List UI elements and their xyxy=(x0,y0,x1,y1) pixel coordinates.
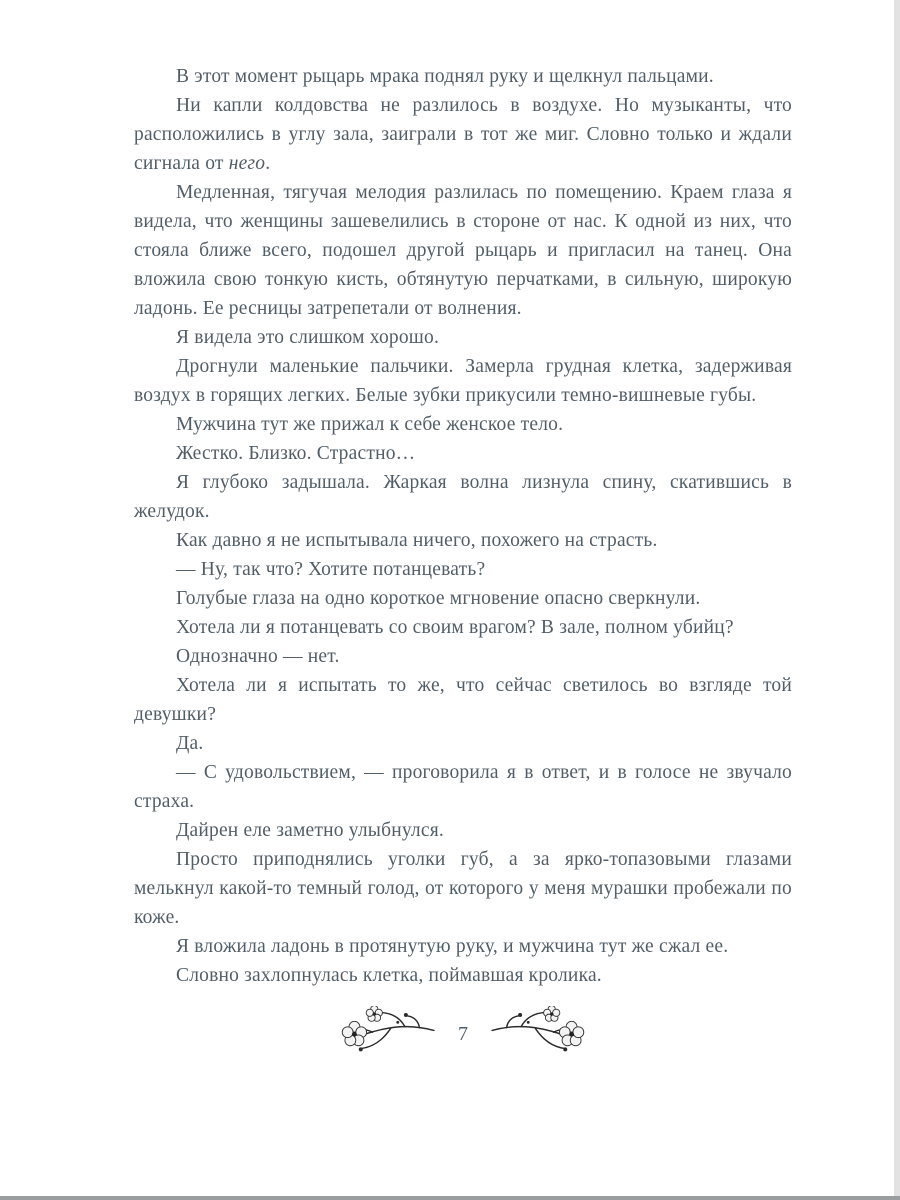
paragraph: Медленная, тягучая мелодия разлилась по помещению. Краем глаза я видела, что женщины зашевелились в стороне от нас. К одной из них, что стояла ближе всего, подошел другой рыцарь и пригласил на танец. Она вложила свою тонкую кисть, обтянутую перчатками, в сильную, широкую ладонь. Ее ресницы затрепетали от волнения. xyxy=(134,182,792,319)
window-edge-bottom xyxy=(0,1196,900,1200)
paragraph: Однозначно — нет. xyxy=(176,646,340,667)
paragraph: Я вложила ладонь в протянутую руку, и мужчина тут же сжал ее. xyxy=(176,936,729,957)
paragraph: Ни капли колдовства не разлилось в воздухе. Но музыканты, что расположились в углу зала, заиграли в тот же миг. Словно только и ждали сигнала от него. xyxy=(134,95,792,174)
paragraph: Жестко. Близко. Страстно… xyxy=(176,443,416,464)
paragraph: Хотела ли я потанцевать со своим врагом? В зале, полном убийц? xyxy=(176,617,734,638)
paragraph: Как давно я не испытывала ничего, похожего на страсть. xyxy=(176,530,658,551)
floral-ornament-right-icon xyxy=(490,1006,608,1062)
paragraph: Словно захлопнулась клетка, поймавшая кролика. xyxy=(176,965,602,986)
paragraph: — Ну, так что? Хотите потанцевать? xyxy=(176,559,486,580)
paragraph: Я глубоко задышала. Жаркая волна лизнула спину, скатившись в желудок. xyxy=(134,472,792,522)
paragraph: Просто приподнялись уголки губ, а за ярко-топазовыми глазами мелькнул какой-то темный голод, от которого у меня мурашки пробежали по коже. xyxy=(134,849,792,928)
page-number: 7 xyxy=(458,1022,468,1045)
page-text xyxy=(134,62,792,990)
paragraph: Дрогнули маленькие пальчики. Замерла грудная клетка, задерживая воздух в горящих легких. Белые зубки прикусили темно-вишневые губы. xyxy=(134,356,792,406)
paragraph: Голубые глаза на одно короткое мгновение опасно сверкнули. xyxy=(176,588,701,609)
paragraph: Да. xyxy=(176,733,204,754)
paragraph: Я видела это слишком хорошо. xyxy=(176,327,440,348)
window-edge-right xyxy=(894,0,900,1200)
page-footer xyxy=(134,1006,792,1062)
paragraph: Дайрен еле заметно улыбнулся. xyxy=(176,820,444,841)
paragraph: В этот момент рыцарь мрака поднял руку и щелкнул пальцами. xyxy=(176,66,714,87)
floral-ornament-left-icon xyxy=(318,1006,436,1062)
paragraph: Мужчина тут же прижал к себе женское тело. xyxy=(176,414,564,435)
paragraph: — С удовольствием, — проговорила я в ответ, и в голосе не звучало страха. xyxy=(134,762,792,812)
paragraph: Хотела ли я испытать то же, что сейчас светилось во взгляде той девушки? xyxy=(134,675,792,725)
